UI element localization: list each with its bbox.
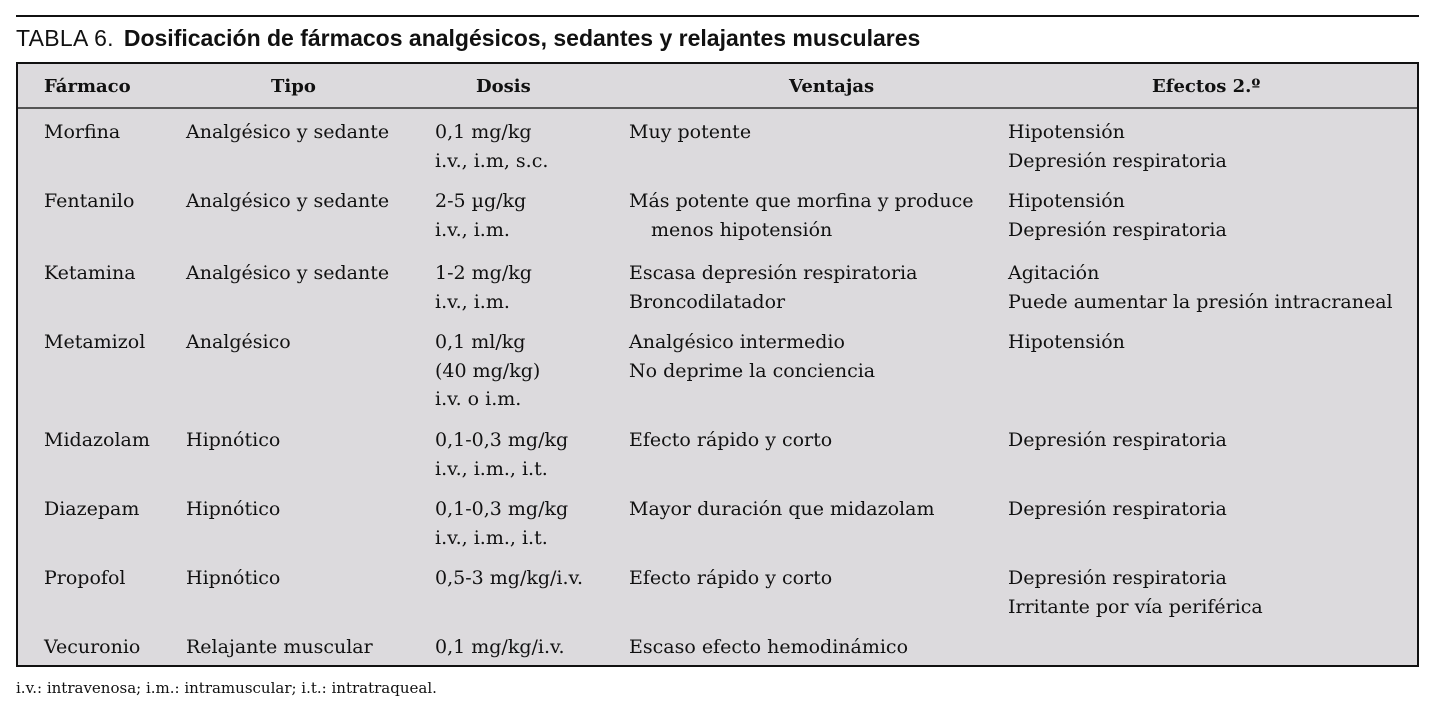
cell-farmaco: Midazolam — [44, 429, 150, 451]
cell-tipo: Analgésico y sedante — [186, 190, 390, 212]
cell-dosis — [435, 118, 548, 175]
top-rule — [16, 15, 1419, 17]
table-number: TABLA 6. — [16, 25, 114, 51]
cell-efectos — [1008, 564, 1263, 621]
cell-ventajas — [629, 564, 832, 593]
cell-ventajas — [629, 118, 751, 147]
cell-line: Efecto rápido y corto — [629, 429, 833, 451]
cell-ventajas — [629, 633, 908, 662]
cell-tipo: Analgésico y sedante — [186, 262, 390, 284]
cell-dosis — [435, 187, 526, 244]
header-farmaco: Fármaco — [44, 76, 131, 97]
cell-line: Depresión respiratoria — [1008, 218, 1227, 241]
cell-line: Hipotensión — [1008, 190, 1125, 212]
cell-line: i.v., i.m, s.c. — [435, 149, 549, 172]
cell-efectos — [1008, 495, 1227, 524]
cell-line: Depresión respiratoria — [1008, 429, 1227, 451]
cell-farmaco: Metamizol — [44, 331, 146, 353]
cell-farmaco: Diazepam — [44, 498, 140, 520]
cell-dosis — [435, 495, 568, 552]
cell-ventajas — [629, 187, 973, 244]
cell-line: Irritante por vía periférica — [1008, 595, 1263, 618]
cell-efectos — [1008, 118, 1227, 175]
cell-line: 0,1-0,3 mg/kg — [435, 429, 569, 451]
cell-line: Efecto rápido y corto — [629, 567, 833, 589]
cell-dosis — [435, 328, 540, 414]
cell-ventajas — [629, 495, 934, 524]
cell-line: 0,1-0,3 mg/kg — [435, 498, 569, 520]
cell-tipo: Hipnótico — [186, 567, 281, 589]
cell-line: Mayor duración que midazolam — [629, 498, 935, 520]
cell-efectos — [1008, 259, 1393, 316]
table-title — [16, 22, 920, 54]
cell-line: Analgésico intermedio — [629, 331, 845, 353]
cell-line: Depresión respiratoria — [1008, 567, 1227, 589]
cell-line: menos hipotensión — [651, 218, 833, 241]
cell-line: Escaso efecto hemodinámico — [629, 636, 909, 658]
cell-farmaco: Fentanilo — [44, 190, 135, 212]
cell-ventajas — [629, 328, 875, 385]
header-dosis: Dosis — [476, 76, 531, 97]
table-footnote: i.v.: intravenosa; i.m.: intramuscular; i.t.: intratraqueal. — [16, 679, 437, 697]
cell-dosis — [435, 426, 568, 483]
cell-ventajas — [629, 259, 917, 316]
cell-line: i.v. o i.m. — [435, 388, 522, 410]
table-title-text: Dosificación de fármacos analgésicos, sedantes y relajantes musculares — [123, 25, 921, 51]
cell-line: Depresión respiratoria — [1008, 149, 1227, 172]
header-efectos: Efectos 2.º — [1152, 76, 1261, 97]
dosage-table — [16, 62, 1419, 667]
cell-line: Más potente que morfina y produce — [629, 190, 974, 212]
cell-tipo: Hipnótico — [186, 429, 281, 451]
cell-farmaco: Vecuronio — [44, 636, 141, 658]
cell-line: i.v., i.m. — [435, 290, 510, 313]
cell-farmaco: Ketamina — [44, 262, 136, 284]
cell-line: 0,1 mg/kg/i.v. — [435, 636, 565, 658]
cell-dosis — [435, 633, 565, 662]
cell-line: Hipotensión — [1008, 331, 1125, 353]
cell-line: 1-2 mg/kg — [435, 262, 532, 284]
cell-ventajas — [629, 426, 832, 455]
cell-efectos — [1008, 328, 1125, 357]
cell-line: (40 mg/kg) — [435, 359, 541, 382]
cell-line: 2-5 µg/kg — [435, 190, 527, 212]
header-tipo: Tipo — [271, 76, 316, 97]
cell-line: 0,5-3 mg/kg/i.v. — [435, 567, 584, 589]
cell-tipo: Analgésico y sedante — [186, 121, 390, 143]
cell-line: No deprime la conciencia — [629, 359, 876, 382]
cell-line: i.v., i.m. — [435, 218, 510, 241]
cell-line: i.v., i.m., i.t. — [435, 526, 548, 549]
cell-tipo: Relajante muscular — [186, 636, 373, 658]
cell-line: Depresión respiratoria — [1008, 498, 1227, 520]
cell-line: i.v., i.m., i.t. — [435, 457, 548, 480]
cell-dosis — [435, 259, 532, 316]
cell-line: 0,1 ml/kg — [435, 331, 526, 353]
cell-farmaco: Propofol — [44, 567, 126, 589]
header-ventajas: Ventajas — [789, 76, 875, 97]
cell-line: 0,1 mg/kg — [435, 121, 532, 143]
cell-tipo: Analgésico — [186, 331, 291, 353]
cell-efectos — [1008, 426, 1227, 455]
cell-efectos — [1008, 187, 1227, 244]
cell-line: Agitación — [1008, 262, 1100, 284]
cell-dosis — [435, 564, 583, 593]
cell-farmaco: Morfina — [44, 121, 121, 143]
cell-line: Muy potente — [629, 121, 752, 143]
cell-line: Broncodilatador — [629, 290, 786, 313]
cell-line: Puede aumentar la presión intracraneal — [1008, 290, 1393, 313]
cell-tipo: Hipnótico — [186, 498, 281, 520]
table-header-row — [18, 64, 1417, 109]
cell-line: Escasa depresión respiratoria — [629, 262, 918, 284]
cell-line: Hipotensión — [1008, 121, 1125, 143]
